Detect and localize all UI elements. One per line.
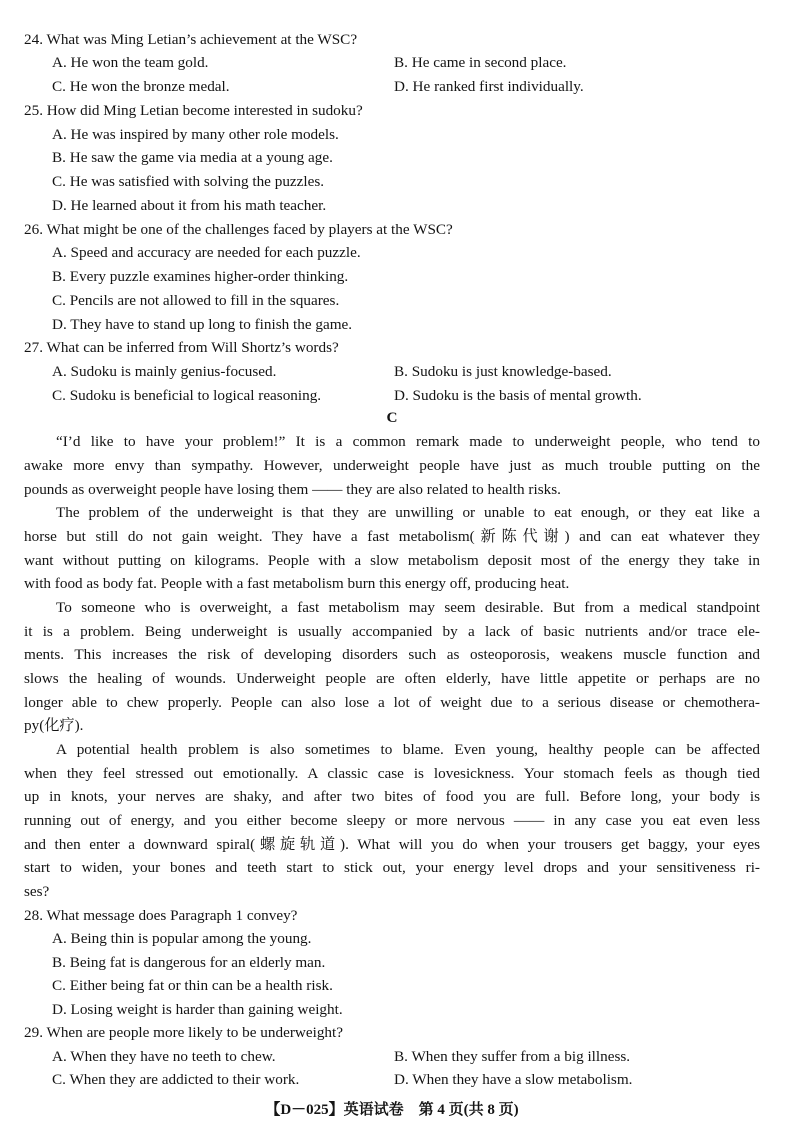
question-stem: 29. When are people more likely to be underweight?	[24, 1024, 343, 1041]
passage-line: py(化疗).	[24, 717, 84, 734]
passage-line: ses?	[24, 883, 50, 900]
passage-line: up in knots, your nerves are shaky, and after two bites of food you are full. Before long, your body is	[24, 788, 760, 805]
question-stem: 28. What message does Paragraph 1 convey?	[24, 907, 298, 924]
passage-line: ments. This increases the risk of developing disorders such as osteoporosis, weakens muscle function and	[24, 646, 760, 663]
option: A. When they have no teeth to chew.	[52, 1048, 276, 1065]
option: A. He won the team gold.	[52, 54, 209, 71]
question-stem: 25. How did Ming Letian become interested in sudoku?	[24, 102, 363, 119]
option: B. Every puzzle examines higher-order thinking.	[52, 268, 349, 285]
question-stem: 24. What was Ming Letian’s achievement at the WSC?	[24, 31, 358, 48]
option: B. He came in second place.	[394, 54, 567, 71]
option: A. Sudoku is mainly genius-focused.	[52, 363, 277, 380]
option: C. Pencils are not allowed to fill in the squares.	[52, 292, 340, 309]
passage-line: want without putting on kilograms. People with a slow metabolism deposit most of the energy they take in	[24, 552, 760, 569]
passage-line: awake more envy than sympathy. However, underweight people have just as much trouble putting on the	[24, 457, 760, 474]
option: C. Sudoku is beneficial to logical reasoning.	[52, 387, 322, 404]
option: D. When they have a slow metabolism.	[394, 1071, 633, 1088]
option: C. When they are addicted to their work.	[52, 1071, 300, 1088]
option: B. When they suffer from a big illness.	[394, 1048, 631, 1065]
passage-line: and then enter a downward spiral(螺旋轨道). What will you do when your trousers get baggy, your eyes	[24, 836, 760, 853]
option: A. He was inspired by many other role models.	[52, 126, 339, 143]
passage-line: running out of energy, and you either become sleepy or more nervous —— in any case you eat even less	[24, 812, 760, 829]
option: D. Sudoku is the basis of mental growth.	[394, 387, 642, 404]
passage-line: A potential health problem is also sometimes to blame. Even young, healthy people can be affected	[56, 741, 760, 758]
page-footer: 【D－025】英语试卷 第 4 页(共 8 页)	[265, 1102, 519, 1118]
option: D. Losing weight is harder than gaining weight.	[52, 1001, 343, 1018]
passage-line: start to widen, your bones and teeth start to stick out, your energy level drops and your sensitiveness ri-	[24, 859, 760, 876]
option: B. Sudoku is just knowledge-based.	[394, 363, 612, 380]
passage-line: The problem of the underweight is that they are unwilling or unable to eat enough, or they eat like a	[56, 504, 760, 521]
passage-line: pounds as overweight people have losing them —— they are also related to health risks.	[24, 481, 561, 498]
passage-line: when they feel stressed out emotionally. A classic case is lovesickness. Your stomach feels as though tied	[24, 765, 760, 782]
passage-line: longer able to chew properly. People can also lose a lot of weight due to a serious disease or chemothera-	[24, 694, 760, 711]
option: A. Speed and accuracy are needed for each puzzle.	[52, 244, 361, 261]
option: C. He was satisfied with solving the puzzles.	[52, 173, 325, 190]
passage-line: with food as body fat. People with a fast metabolism burn this energy off, producing heat.	[24, 575, 570, 592]
option: D. He learned about it from his math teacher.	[52, 197, 327, 214]
passage-line: slows the healing of wounds. Underweight people are often elderly, have little appetite or perhaps are no	[24, 670, 760, 687]
passage-line: “I’d like to have your problem!” It is a common remark made to underweight people, who tend to	[56, 433, 760, 450]
passage-line: it is a problem. Being underweight is usually accompanied by a lack of basic nutrients and/or trace ele-	[24, 623, 760, 640]
option: A. Being thin is popular among the young.	[52, 930, 312, 947]
passage-line: To someone who is overweight, a fast metabolism may seem desirable. But from a medical standpoint	[56, 599, 760, 616]
question-stem: 26. What might be one of the challenges faced by players at the WSC?	[24, 221, 453, 238]
option: C. He won the bronze medal.	[52, 78, 230, 95]
question-stem: 27. What can be inferred from Will Shortz’s words?	[24, 339, 339, 356]
option: D. He ranked first individually.	[394, 78, 584, 95]
passage-line: horse but still do not gain weight. They have a fast metabolism(新陈代谢) and can eat whatever they	[24, 528, 760, 545]
option: B. He saw the game via media at a young age.	[52, 149, 333, 166]
section-heading: C	[386, 409, 398, 426]
option: D. They have to stand up long to finish the game.	[52, 316, 353, 333]
option: C. Either being fat or thin can be a health risk.	[52, 977, 333, 994]
option: B. Being fat is dangerous for an elderly man.	[52, 954, 326, 971]
